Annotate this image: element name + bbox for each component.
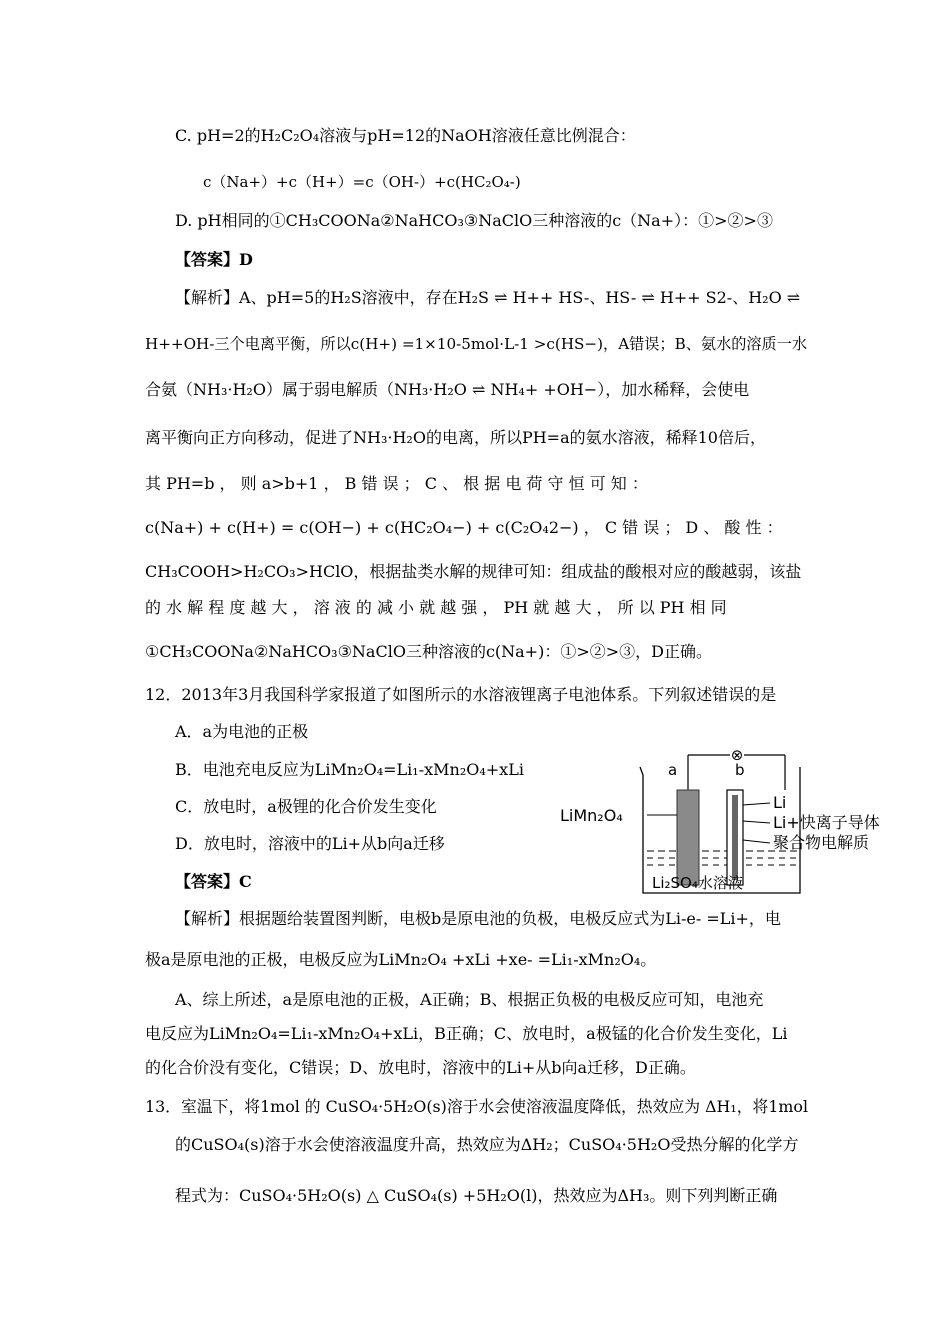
question-13-line-3: 程式为：CuSO₄·5H₂O(s) △ CuSO₄(s) +5H₂O(l)，热效应为ΔH₃。则下列判断正确 [175,1186,778,1205]
battery-diagram [555,745,900,905]
analysis-12-line-5: 的化合价没有变化，C错误；D、放电时，溶液中的Li+从b向a迁移，D正确。 [145,1058,696,1077]
analysis-11-line-5: 其 PH=b ， 则 a>b+1 ， B 错 误 ； C 、 根 据 电 荷 守 恒 可 知 ： [145,474,648,493]
question-13-line-1: 13．室温下，将1mol 的 CuSO₄·5H₂O(s)溶于水会使溶液温度降低，热效应为 ΔH₁，将1mol [145,1097,809,1116]
label-cathode: LiMn₂O₄ [560,806,623,825]
label-polymer: 聚合物电解质 [773,833,870,852]
analysis-11-line-1: 【解析】A、pH=5的H₂S溶液中，存在H₂S ⇌ H++ HS-、HS- ⇌ H++ S2-、H₂O ⇌ [175,288,801,307]
analysis-12-line-4: 电反应为LiMn₂O₄=Li₁-xMn₂O₄+xLi，B正确；C、放电时，a极锰的化合价发生变化，Li [145,1024,788,1043]
label-li: Li [773,793,787,812]
pointer-conductor [743,821,770,823]
question-12: 12．2013年3月我国科学家报道了如图所示的水溶液锂离子电池体系。下列叙述错误的是 [145,685,777,704]
q12-option-a: A．a为电池的正极 [175,722,309,741]
pointer-li [743,803,770,805]
label-conductor: Li+快离子导体 [773,813,880,832]
analysis-11-line-6: c(Na+) + c(H+) = c(OH−) + c(HC₂O₄−) + c(C₂O₄2−) ， C 错 误 ； D 、 酸 性 ： [145,518,783,537]
analysis-11-line-3: 合氨（NH₃·H₂O）属于弱电解质（NH₃·H₂O ⇌ NH₄+ +OH−），加水稀释，会使电 [145,380,750,399]
q12-option-c: C．放电时，a极锂的化合价发生变化 [175,797,437,816]
answer-11: 【答案】D [175,250,253,269]
analysis-12-line-3: A、综上所述，a是原电池的正极，A正确；B、根据正负极的电极反应可知，电池充 [175,990,764,1009]
electrode-a [677,790,699,885]
meter-icon: ⊗ [730,746,744,764]
analysis-11-line-9: ①CH₃COONa②NaHCO₃③NaClO三种溶液的c(Na+)：①>②>③，D正确。 [145,642,712,661]
answer-12: 【答案】C [175,872,252,891]
label-a: a [668,761,678,779]
analysis-11-line-8: 的 水 解 程 度 越 大 ， 溶 液 的 减 小 就 越 强 ， PH 就 越 大 ， 所 以 PH 相 同 [145,598,727,617]
analysis-12-line-2: 极a是原电池的正极，电极反应为LiMn₂O₄ +xLi +xe- =Li₁-xMn₂O₄。 [145,950,657,969]
q12-option-b: B．电池充电反应为LiMn₂O₄=Li₁-xMn₂O₄+xLi [175,760,524,779]
pointer-polymer [743,840,770,843]
option-c-formula: c（Na+）+c（H+）=c（OH-）+c(HC₂O₄-) [203,173,521,191]
analysis-11-line-7: CH₃COOH>H₂CO₃>HClO，根据盐类水解的规律可知：组成盐的酸根对应的酸越弱，该盐 [145,562,802,581]
label-solution: Li₂SO₄水溶液 [652,874,743,892]
option-d: D. pH相同的①CH₃COONa②NaHCO₃③NaClO三种溶液的c（Na+）：①>②>③ [175,211,773,230]
analysis-12-line-1: 【解析】根据题给装置图判断，电极b是原电池的负极，电极反应式为Li-e- =Li+，电 [175,909,781,928]
option-c: C. pH=2的H₂C₂O₄溶液与pH=12的NaOH溶液任意比例混合： [175,126,636,145]
question-13-line-2: 的CuSO₄(s)溶于水会使溶液温度升高，热效应为ΔH₂；CuSO₄·5H₂O受热分解的化学方 [175,1135,799,1154]
analysis-11-line-4: 离平衡向正方向移动，促进了NH₃·H₂O的电离，所以PH=a的氨水溶液，稀释10倍后， [145,428,766,447]
q12-option-d: D．放电时，溶液中的Li+从b向a迁移 [175,834,445,853]
electrode-b-core [732,795,738,880]
label-b: b [735,761,745,779]
analysis-11-line-2: H++OH-三个电离平衡，所以c(H+) =1×10-5mol·L-1 >c(HS−)，A错误；B、氨水的溶质一水 [145,335,808,353]
